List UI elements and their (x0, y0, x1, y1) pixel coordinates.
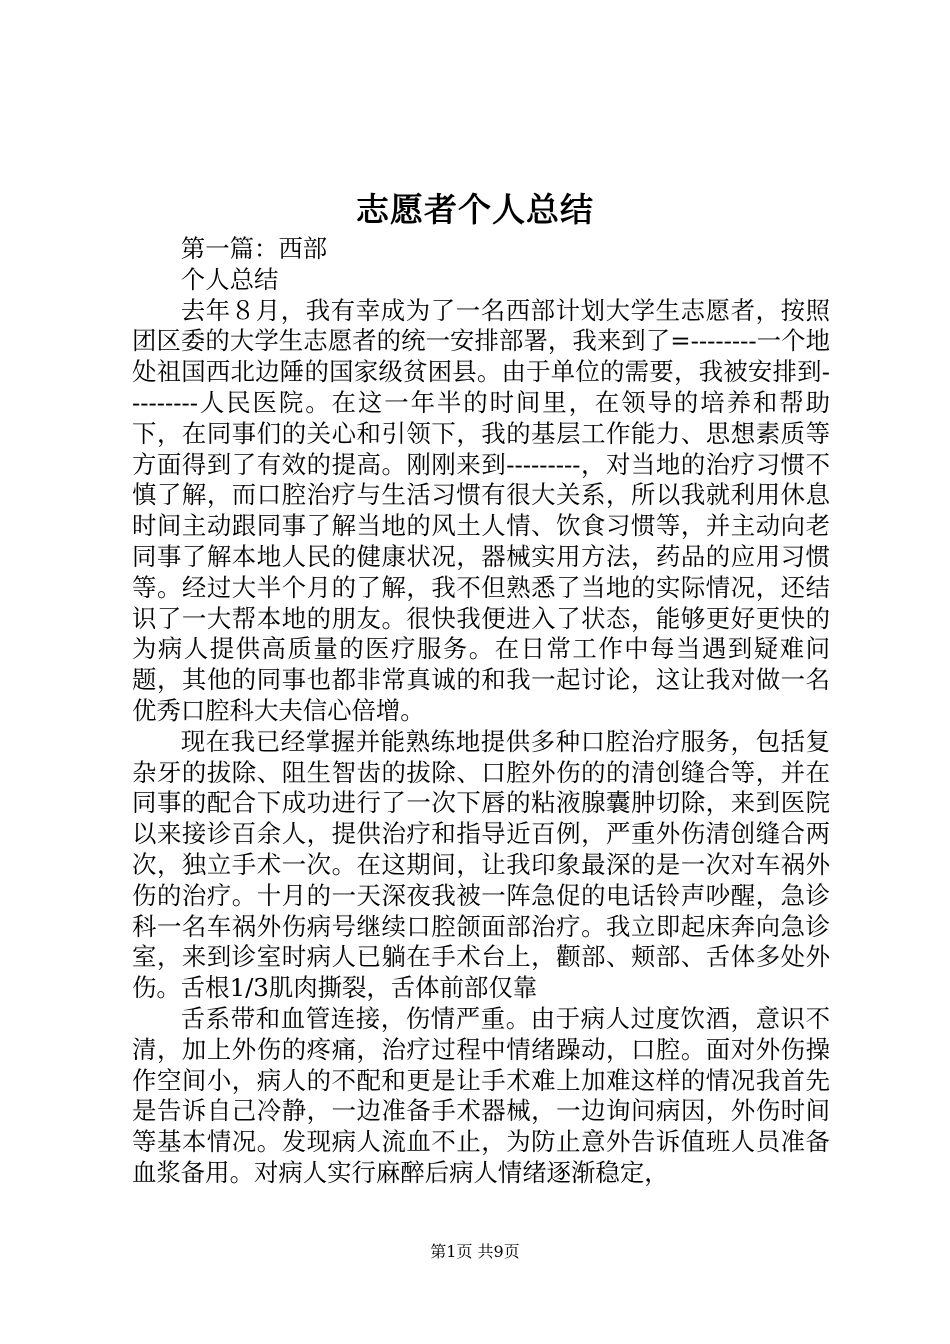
body-paragraph: 舌系带和血管连接，伤情严重。由于病人过度饮酒，意识不清，加上外伤的疼痛，治疗过程中情绪躁动，口腔。面对外伤操作空间小，病人的不配和更是让手术难上加难这样的情况我首先是告诉自己冷静，一边准备手术器械，一边询问病因，外伤时间等基本情况。发现病人流血不止，为防止意外告诉值班人员准备血浆备用。对病人实行麻醉后病人情绪逐渐稳定， (132, 1003, 830, 1187)
section-subheading: 个人总结 (180, 264, 279, 294)
body-paragraph: 去年８月，我有幸成为了一名西部计划大学生志愿者，按照团区委的大学生志愿者的统一安排部署，我来到了=--------一个地处祖国西北边陲的国家级贫困县。由于单位的需要，我被安排到---------人民医院。在这一年半的时间里，在领导的培养和帮助下，在同事们的关心和引领下，我的基层工作能力、思想素质等方面得到了有效的提高。刚刚来到---------，对当地的治疗习惯不慎了解，而口腔治疗与生活习惯有很大关系，所以我就利用休息时间主动跟同事了解当地的风土人情、饮食习惯等，并主动向老同事了解本地人民的健康状况，器械实用方法，药品的应用习惯等。经过大半个月的了解，我不但熟悉了当地的实际情况，还结识了一大帮本地的朋友。很快我便进入了状态，能够更好更快的为病人提供高质量的医疗服务。在日常工作中每当遇到疑难问题，其他的同事也都非常真诚的和我一起讨论，这让我对做一名优秀口腔科大夫信心倍增。 (132, 295, 830, 725)
body-paragraph: 现在我已经掌握并能熟练地提供多种口腔治疗服务，包括复杂牙的拔除、阻生智齿的拔除、口腔外伤的的清创缝合等，并在同事的配合下成功进行了一次下唇的粘液腺囊肿切除，来到医院以来接诊百余人，提供治疗和指导近百例，严重外伤清创缝合两次，独立手术一次。在这期间，让我印象最深的是一次对车祸外伤的治疗。十月的一天深夜我被一阵急促的电话铃声吵醒，急诊科一名车祸外伤病号继续口腔颌面部治疗。我立即起床奔向急诊室，来到诊室时病人已躺在手术台上，颧部、颊部、舌体多处外伤。舌根1/3肌肉撕裂，舌体前部仅靠 (132, 726, 830, 1003)
document-title: 志愿者个人总结 (356, 190, 594, 229)
page-footer: 第1页 共9页 (430, 1242, 520, 1261)
document-body (132, 234, 830, 1189)
section-heading: 第一篇：西部 (180, 234, 328, 263)
